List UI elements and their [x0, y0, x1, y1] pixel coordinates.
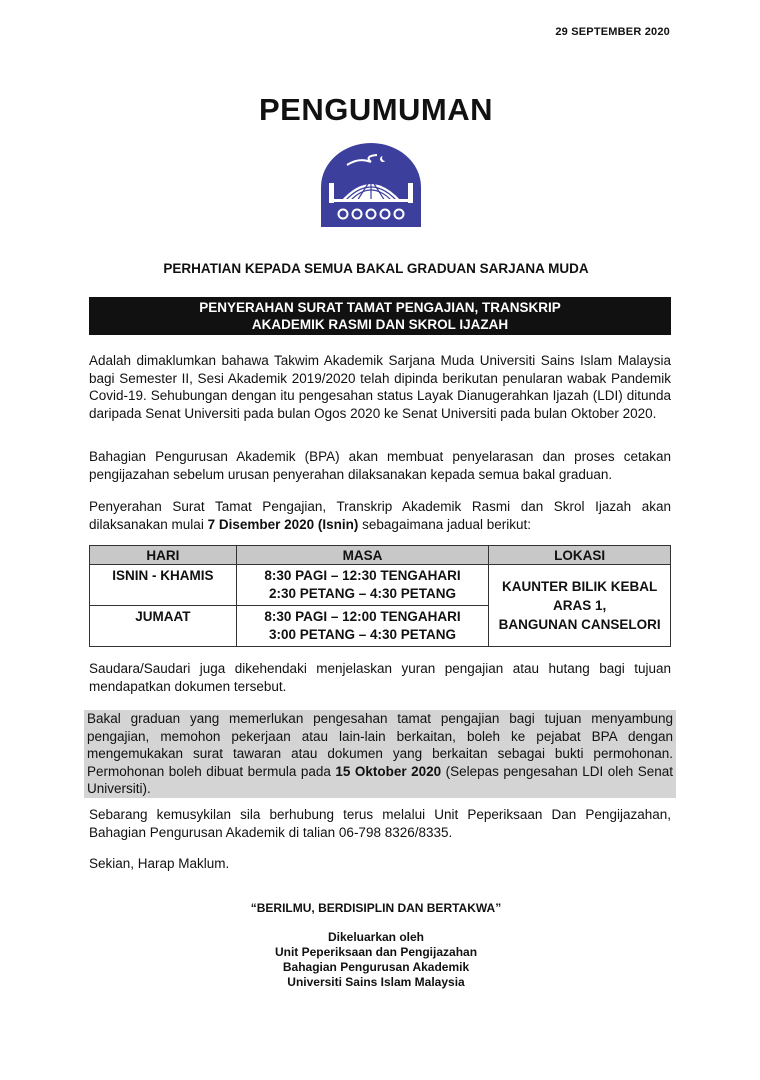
paragraph-handover: Penyerahan Surat Tamat Pengajian, Transkrip Akademik Rasmi dan Skrol Ijazah akan dilaksanakan mulai 7 Disember 2020 (Isnin) sebagaimana jadual berikut:: [89, 499, 671, 532]
paragraph-bpa: Bahagian Pengurusan Akademik (BPA) akan membuat penyelarasan dan proses cetakan pengijazahan sebelum urusan penyerahan dilaksanakan kepada semua bakal graduan.: [89, 449, 671, 482]
paragraph-confirmation: Bakal graduan yang memerlukan pengesahan tamat pengajian bagi tujuan menyambung pengajian, memohon pekerjaan atau lain-lain berkaitan, boleh ke pejabat BPA dengan mengemukakan surat tawaran atau dokumen yang berkaitan sebagai bukti permohonan. Permohonan boleh dibuat bermula pada 15 Oktober 2020 (Selepas pengesahan LDI oleh Senat Universiti).: [84, 710, 676, 798]
banner-line-1: PENYERAHAN SURAT TAMAT PENGAJIAN, TRANSKRIP: [199, 300, 561, 315]
header-lokasi: LOKASI: [489, 546, 671, 565]
issuer-block: [0, 930, 752, 990]
table-row: [90, 565, 671, 606]
paragraph-contact: Sebarang kemusykilan sila berhubung terus melalui Unit Peperiksaan Dan Pengijazahan, Bahagian Pengurusan Akademik di talian 06-798 8326/8335.: [89, 807, 671, 840]
issuer-line: Bahagian Pengurusan Akademik: [282, 960, 470, 974]
paragraph-fees: Saudara/Saudari juga dikehendaki menjelaskan yuran pengajian atau hutang bagi tujuan mendapatkan dokumen tersebut.: [89, 661, 671, 694]
time-cell: 8:30 PAGI – 12:30 TENGAHARI 2:30 PETANG – 4:30 PETANG: [236, 565, 489, 606]
issuer-line: Universiti Sains Islam Malaysia: [287, 975, 465, 989]
closing-text: Sekian, Harap Maklum.: [89, 856, 230, 871]
paragraph-calendar: Adalah dimaklumkan bahawa Takwim Akademik Sarjana Muda Universiti Sains Islam Malaysia bagi Semester II, Sesi Akademik 2019/2020 telah dipinda berikutan penularan wabak Pandemik Covid-19. Sehubungan dengan itu pengesahan status Layak Dianugerahkan Ijazah (LDI) ditunda daripada Senat Universiti pada bulan Ogos 2020 ke Senat Universiti pada bulan Oktober 2020.: [89, 353, 671, 421]
day-cell: JUMAAT: [90, 606, 237, 647]
start-date: 7 Disember 2020 (Isnin): [207, 516, 359, 532]
issuer-line: Unit Peperiksaan dan Pengijazahan: [274, 945, 478, 959]
schedule-table: [89, 545, 671, 647]
location-cell: KAUNTER BILIK KEBAL ARAS 1, BANGUNAN CANSELORI: [489, 565, 671, 647]
university-motto: “BERILMU, BERDISIPLIN DAN BERTAKWA”: [250, 901, 502, 915]
day-cell: ISNIN - KHAMIS: [90, 565, 237, 606]
attention-heading: PERHATIAN KEPADA SEMUA BAKAL GRADUAN SARJANA MUDA: [163, 261, 589, 276]
issuer-line: Dikeluarkan oleh: [327, 930, 425, 944]
announcement-date: 29 SEPTEMBER 2020: [555, 26, 670, 38]
time-cell: 8:30 PAGI – 12:00 TENGAHARI 3:00 PETANG – 4:30 PETANG: [236, 606, 489, 647]
header-hari: HARI: [90, 546, 237, 565]
page-title: PENGUMUMAN: [258, 92, 494, 127]
banner-line-2: AKADEMIK RASMI DAN SKROL IJAZAH: [251, 317, 509, 332]
application-date: 15 Oktober 2020: [335, 763, 442, 779]
header-masa: MASA: [236, 546, 489, 565]
usim-crest-icon: [319, 143, 423, 227]
subject-banner: [89, 297, 671, 335]
